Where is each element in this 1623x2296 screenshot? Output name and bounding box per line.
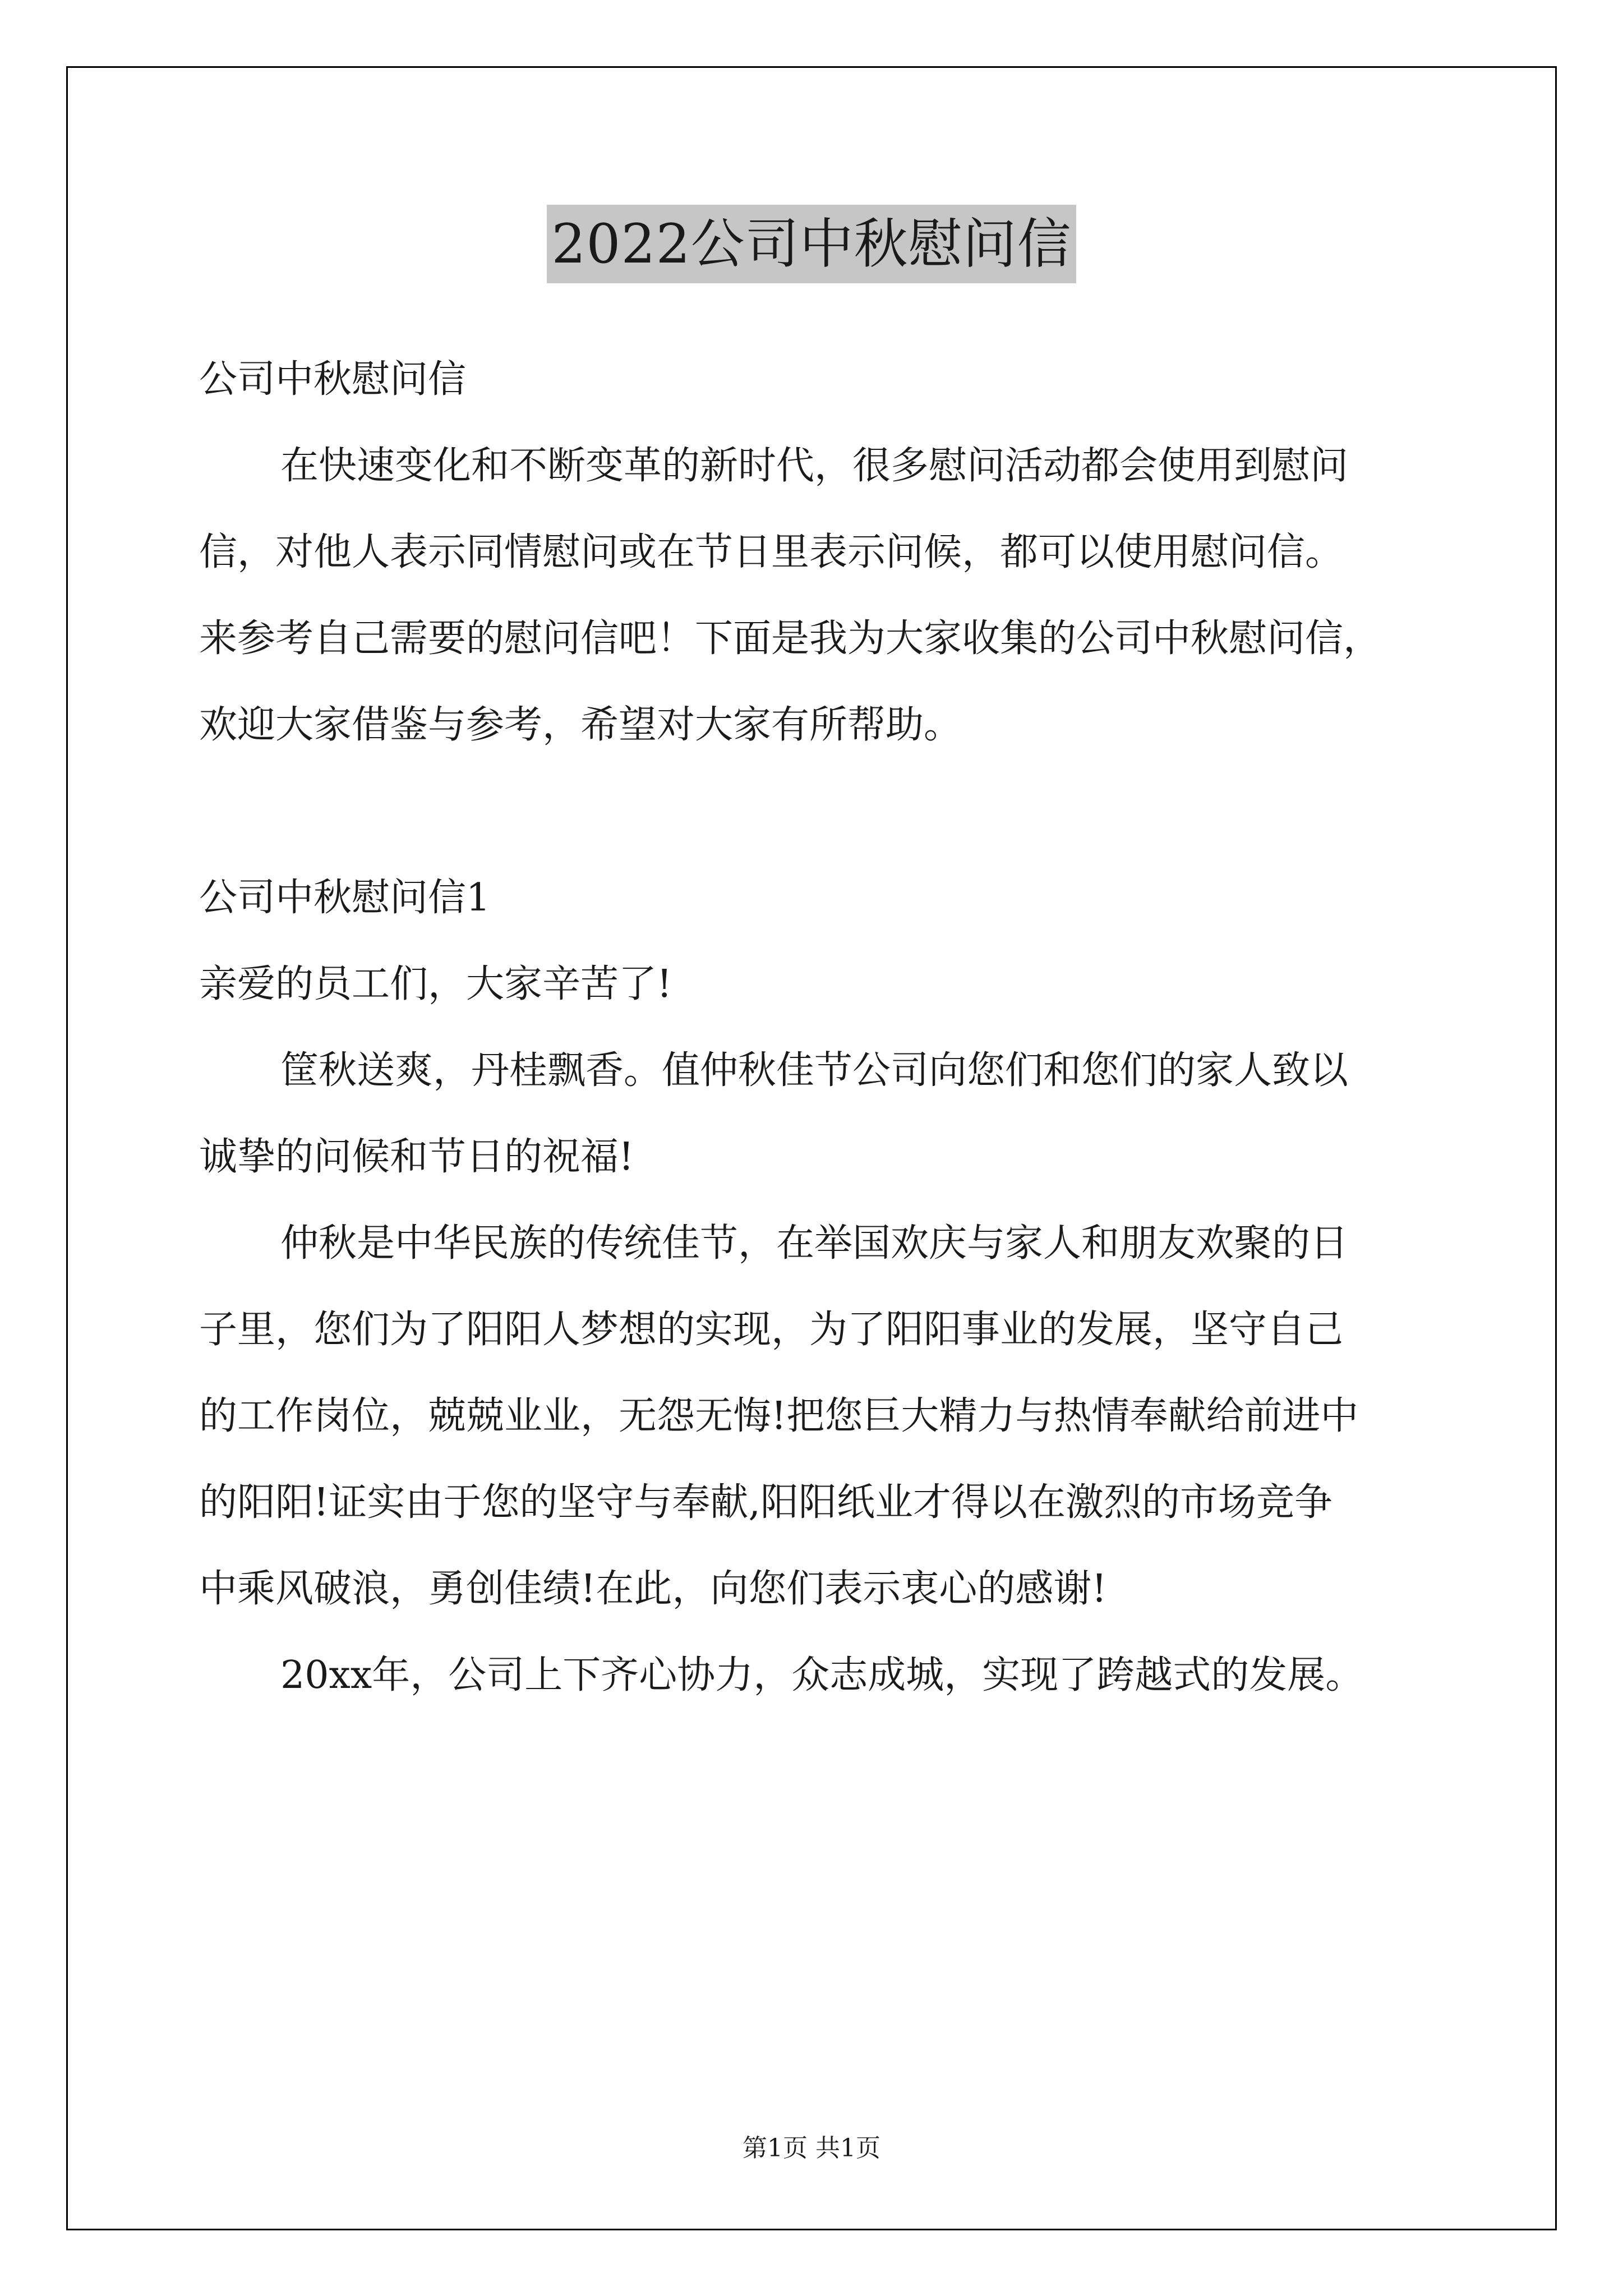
- paragraph-line: 中乘风破浪，勇创佳绩!在此，向您们表示衷心的感谢!: [199, 1567, 1107, 1611]
- paragraph-line: 20xx年，公司上下齐心协力，众志成城，实现了跨越式的发展。: [280, 1653, 1364, 1697]
- letter-heading: 公司中秋慰问信1: [199, 876, 491, 920]
- paragraph-line: 子里，您们为了阳阳人梦想的实现，为了阳阳事业的发展，坚守自己: [199, 1308, 1344, 1352]
- document-body: [199, 337, 1433, 1719]
- paragraph-line: 诚挚的问候和节日的祝福!: [199, 1135, 634, 1179]
- paragraph-line: 来参考自己需要的慰问信吧！下面是我为大家收集的公司中秋慰问信，: [199, 616, 1382, 661]
- paragraph-line: 信，对他人表示同情慰问或在节日里表示问候，都可以使用慰问信。: [199, 530, 1344, 574]
- paragraph-line: 仲秋是中华民族的传统佳节，在举国欢庆与家人和朋友欢聚的日: [280, 1221, 1349, 1266]
- paragraph-line: 欢迎大家借鉴与参考，希望对大家有所帮助。: [199, 703, 962, 747]
- page-footer: 第1页 共1页: [743, 2134, 880, 2162]
- paragraph-line: 筐秋送爽，丹桂飘香。值仲秋佳节公司向您们和您们的家人致以: [280, 1048, 1349, 1093]
- blank-line: [199, 769, 1433, 855]
- title-container: [0, 205, 1623, 283]
- paragraph-line: 的阳阳!证实由于您的坚守与奉献,阳阳纸业才得以在激烈的市场竞争: [199, 1480, 1332, 1525]
- document-title: 2022公司中秋慰问信: [547, 205, 1076, 283]
- section-heading: 公司中秋慰问信: [199, 357, 467, 402]
- paragraph-line: 的工作岗位，兢兢业业，无怨无悔!把您巨大精力与热情奉献给前进中: [199, 1394, 1359, 1438]
- paragraph-line: 在快速变化和不断变革的新时代，很多慰问活动都会使用到慰问: [280, 444, 1349, 488]
- salutation: 亲爱的员工们，大家辛苦了!: [199, 962, 672, 1006]
